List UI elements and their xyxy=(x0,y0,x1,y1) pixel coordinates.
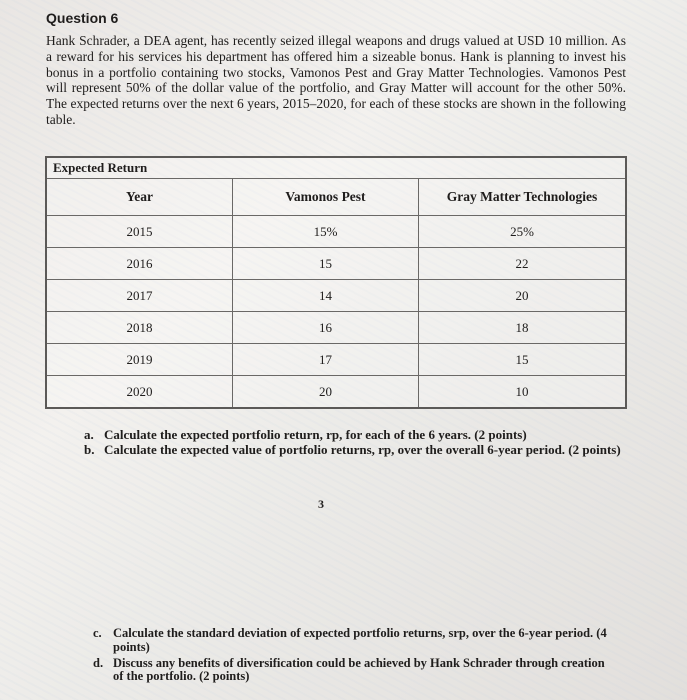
vamonos-cell: 16 xyxy=(233,312,419,343)
page-number: 3 xyxy=(318,497,324,511)
vamonos-cell: 15 xyxy=(233,248,419,279)
table-row xyxy=(47,248,625,280)
sub-question-text: Discuss any benefits of diversification could be achieved by Hank Schrader through creation of the portfolio. (2 points) xyxy=(113,655,605,684)
sub-question-label: c. xyxy=(93,626,102,640)
gray-matter-cell: 18 xyxy=(515,319,529,335)
sub-question-b xyxy=(84,443,624,458)
vamonos-cell: 20 xyxy=(233,376,419,407)
sub-questions-bottom xyxy=(93,627,613,686)
year-cell: 2015 xyxy=(47,216,233,247)
year-cell: 2018 xyxy=(47,312,233,343)
sub-questions-top xyxy=(84,428,624,457)
table-caption: Expected Return xyxy=(47,158,625,179)
expected-return-table xyxy=(45,156,627,409)
gray-matter-cell: 15 xyxy=(515,351,529,367)
table-row xyxy=(47,376,625,407)
question-title: Question 6 xyxy=(46,10,119,26)
sub-question-a xyxy=(84,428,624,443)
gray-matter-cell: 22 xyxy=(515,255,529,271)
gray-matter-cell: 10 xyxy=(515,383,529,399)
sub-question-c xyxy=(93,627,613,655)
header-vamonos-pest: Vamonos Pest xyxy=(233,179,419,215)
sub-question-d xyxy=(93,657,613,685)
year-cell: 2016 xyxy=(47,248,233,279)
gray-matter-cell: 25% xyxy=(510,223,534,239)
vamonos-cell: 15% xyxy=(233,216,419,247)
table-row xyxy=(47,280,625,312)
vamonos-cell: 14 xyxy=(233,280,419,311)
header-year: Year xyxy=(47,179,233,215)
year-cell: 2019 xyxy=(47,344,233,375)
year-cell: 2020 xyxy=(47,376,233,407)
sub-question-label: b. xyxy=(84,441,95,457)
sub-question-text: Calculate the standard deviation of expected portfolio returns, srp, over the 6-year period. (4 points) xyxy=(113,626,607,654)
table-row xyxy=(47,344,625,376)
question-intro: Hank Schrader, a DEA agent, has recently seized illegal weapons and drugs valued at USD 10 million. As a reward for his services his department has offered him a sizeable bonus. Hank is planning to invest his bonus in a portfolio containing two stocks, Vamonos Pest and Gray Matter Technologies. Vamonos Pest will represent 50% of the dollar value of the portfolio, and Gray Matter will account for the other 50%. The expected returns over the next 6 years, 2015–2020, for each of these stocks are shown in the following table. xyxy=(46,33,626,127)
table-header-row xyxy=(47,179,625,216)
sub-question-label: d. xyxy=(93,655,104,670)
year-cell: 2017 xyxy=(47,280,233,311)
table-row xyxy=(47,216,625,248)
sub-question-text: Calculate the expected portfolio return, rp, for each of the 6 years. (2 points) xyxy=(104,427,527,442)
header-gray-matter: Gray Matter Technologies xyxy=(446,189,598,204)
gray-matter-cell: 20 xyxy=(515,287,529,303)
sub-question-text: Calculate the expected value of portfolio returns, rp, over the overall 6-year period. (2 points) xyxy=(104,441,621,457)
table-row xyxy=(47,312,625,344)
sub-question-label: a. xyxy=(84,427,94,442)
vamonos-cell: 17 xyxy=(233,344,419,375)
